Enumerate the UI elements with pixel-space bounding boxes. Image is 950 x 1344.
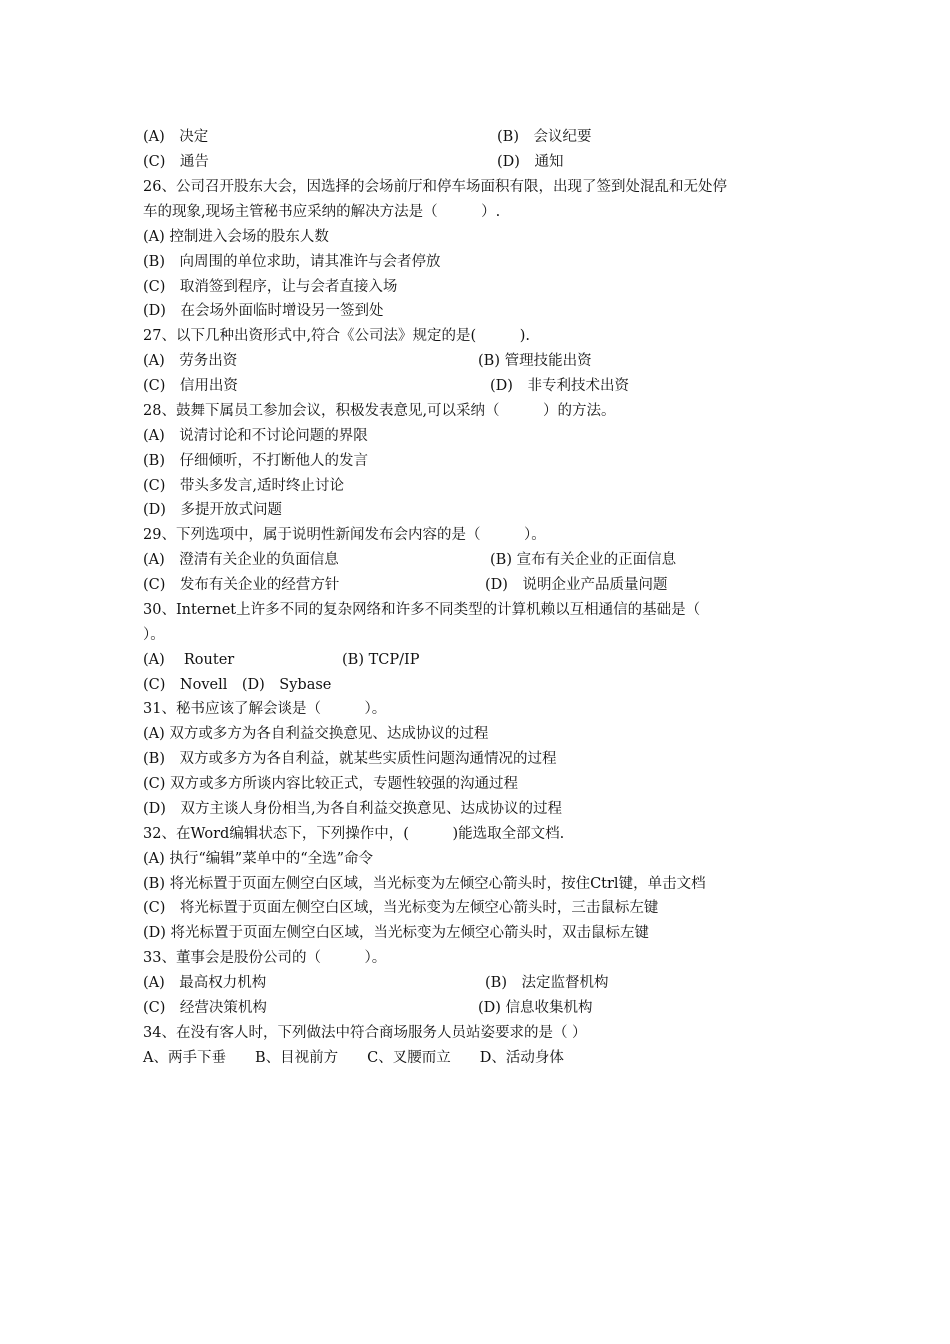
option-a: (A) 决定 <box>143 129 209 145</box>
question-26-option-b: (B) 向周围的单位求助，请其准许与会者停放 <box>143 254 441 270</box>
question-34-stem: 34、在没有客人时，下列做法中符合商场服务人员站姿要求的是（ ） <box>143 1025 587 1041</box>
question-31-stem: 31、秘书应该了解会谈是（ ）。 <box>143 701 387 717</box>
question-27-option-d: (D) 非专利技术出资 <box>490 378 629 394</box>
question-33-option-d: (D) 信息收集机构 <box>478 1000 593 1016</box>
question-31-option-c: (C) 双方或多方所谈内容比较正式，专题性较强的沟通过程 <box>143 776 519 792</box>
question-31-option-a: (A) 双方或多方为各自利益交换意见、达成协议的过程 <box>143 726 489 742</box>
question-30-option-a: (A) Router <box>143 652 235 668</box>
question-33-option-b: (B) 法定监督机构 <box>485 975 609 991</box>
question-31-option-b: (B) 双方或多方为各自利益，就某些实质性问题沟通情况的过程 <box>143 751 557 767</box>
question-26-stem-line1: 26、公司召开股东大会，因选择的会场前厅和停车场面积有限，出现了签到处混乱和无处停 <box>143 179 727 195</box>
question-30-stem-line2: ）。 <box>143 627 165 643</box>
question-28-option-b: (B) 仔细倾听，不打断他人的发言 <box>143 453 368 469</box>
question-27-option-c: (C) 信用出资 <box>143 378 238 394</box>
question-26-stem-line2: 车的现象,现场主管秘书应采纳的解决方法是（ ）. <box>143 204 501 220</box>
question-33-option-a: (A) 最高权力机构 <box>143 975 267 991</box>
question-32-option-b: (B) 将光标置于页面左侧空白区域，当光标变为左倾空心箭头时，按住Ctrl键，单击文档 <box>143 876 706 892</box>
question-28-option-c: (C) 带头多发言,适时终止讨论 <box>143 478 345 494</box>
question-33-option-c: (C) 经营决策机构 <box>143 1000 267 1016</box>
question-27-option-a: (A) 劳务出资 <box>143 353 238 369</box>
option-b: (B) 会议纪要 <box>497 129 592 145</box>
question-34-options: A、两手下垂 B、目视前方 C、叉腰而立 D、活动身体 <box>143 1050 564 1066</box>
option-d: (D) 通知 <box>497 154 564 170</box>
question-26-option-c: (C) 取消签到程序，让与会者直接入场 <box>143 279 398 295</box>
question-32-option-c: (C) 将光标置于页面左侧空白区域，当光标变为左倾空心箭头时，三击鼠标左键 <box>143 900 659 916</box>
question-26-option-d: (D) 在会场外面临时增设另一签到处 <box>143 303 384 319</box>
question-29-option-a: (A) 澄清有关企业的负面信息 <box>143 552 339 568</box>
question-27-stem: 27、以下几种出资形式中,符合《公司法》规定的是( ). <box>143 328 530 344</box>
question-29-option-d: (D) 说明企业产品质量问题 <box>485 577 668 593</box>
question-32-stem: 32、在Word编辑状态下，下列操作中，( )能选取全部文档. <box>143 826 565 842</box>
question-29-option-b: (B) 宣布有关企业的正面信息 <box>490 552 677 568</box>
question-33-stem: 33、董事会是股份公司的（ ）。 <box>143 950 387 966</box>
question-30-option-b: (B) TCP/IP <box>342 652 420 668</box>
question-28-option-a: (A) 说清讨论和不讨论问题的界限 <box>143 428 368 444</box>
question-27-option-b: (B) 管理技能出资 <box>478 353 592 369</box>
question-30-option-cd: (C) Novell (D) Sybase <box>143 677 332 693</box>
question-28-stem: 28、鼓舞下属员工参加会议，积极发表意见,可以采纳（ ）的方法。 <box>143 403 616 419</box>
question-30-stem-line1: 30、Internet上许多不同的复杂网络和许多不同类型的计算机赖以互相通信的基础是（ <box>143 602 701 618</box>
question-32-option-d: (D) 将光标置于页面左侧空白区域，当光标变为左倾空心箭头时，双击鼠标左键 <box>143 925 650 941</box>
question-29-option-c: (C) 发布有关企业的经营方针 <box>143 577 340 593</box>
option-c: (C) 通告 <box>143 154 209 170</box>
question-32-option-a: (A) 执行“编辑”菜单中的“全选”命令 <box>143 851 374 867</box>
question-29-stem: 29、下列选项中，属于说明性新闻发布会内容的是（ ）。 <box>143 527 546 543</box>
question-26-option-a: (A) 控制进入会场的股东人数 <box>143 229 329 245</box>
question-31-option-d: (D) 双方主谈人身份相当,为各自利益交换意见、达成协议的过程 <box>143 801 563 817</box>
question-28-option-d: (D) 多提开放式问题 <box>143 502 282 518</box>
